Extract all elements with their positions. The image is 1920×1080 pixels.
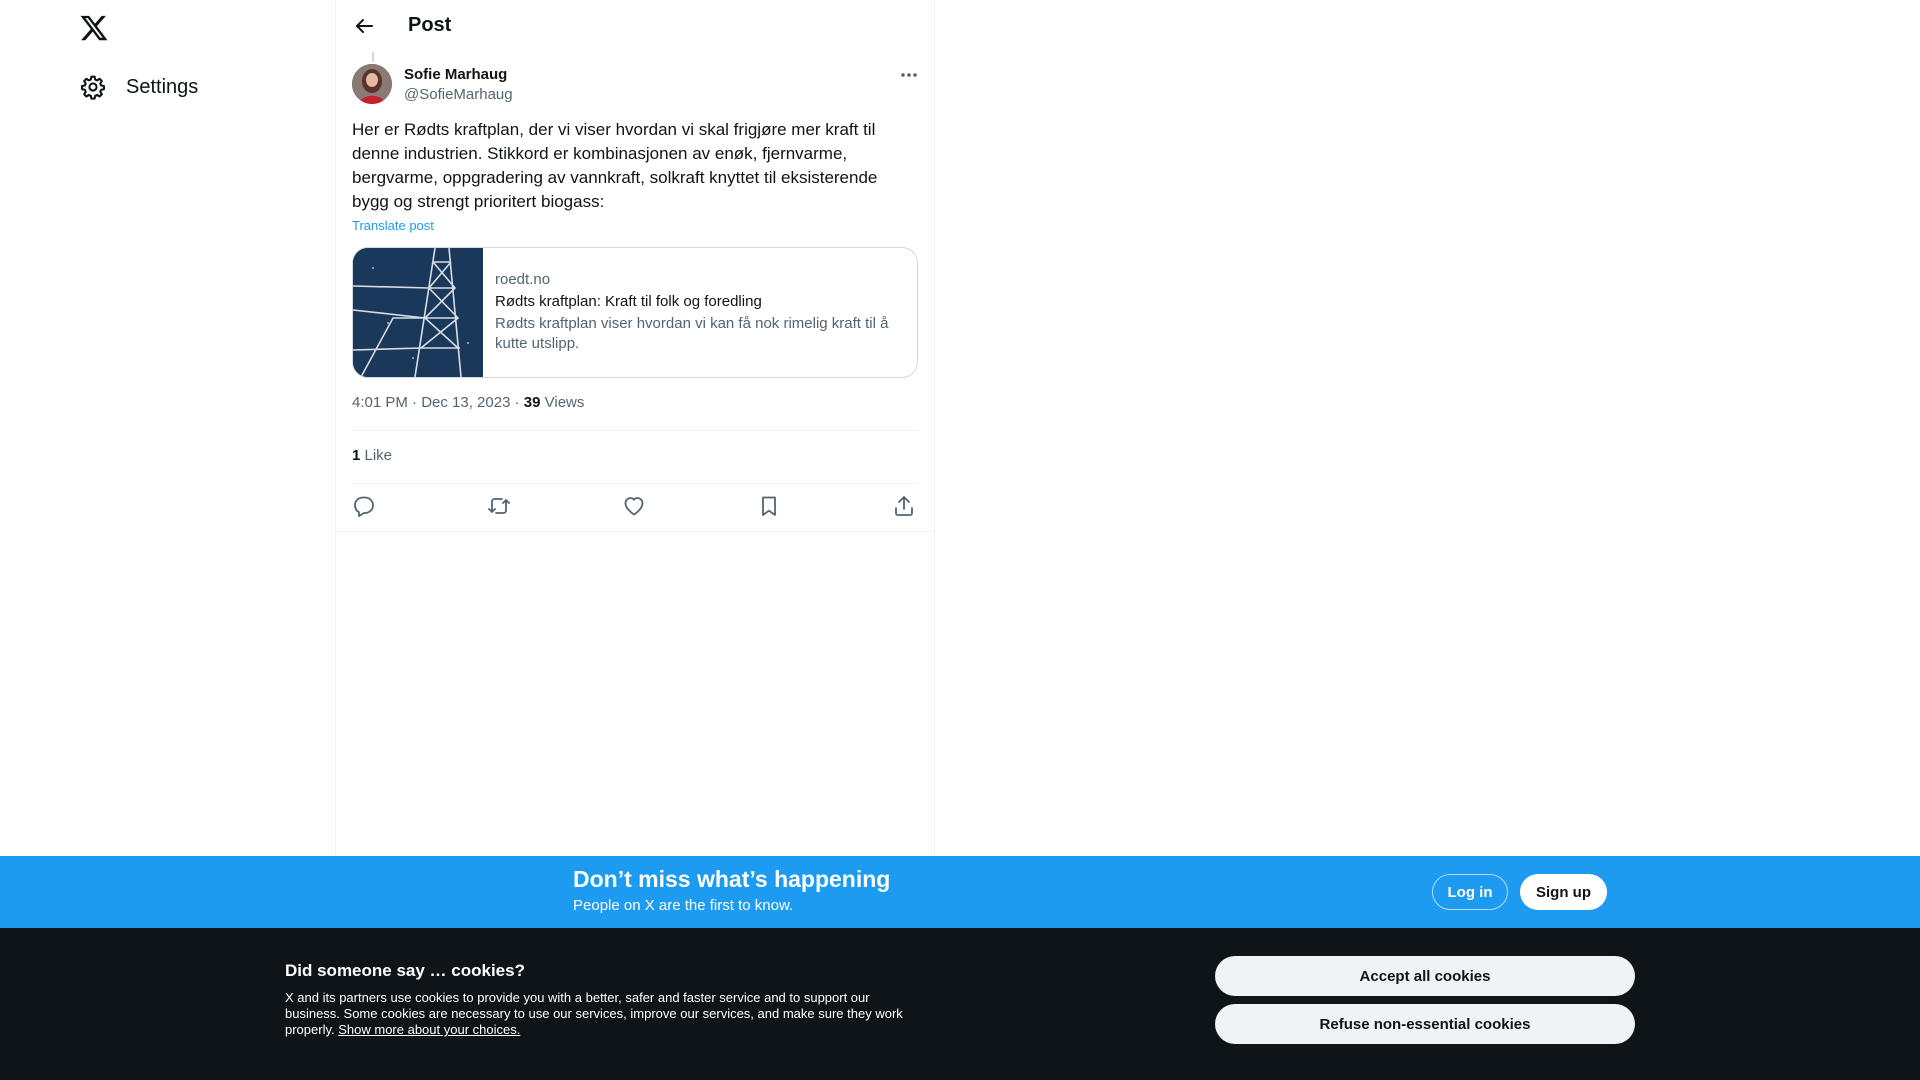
likes-stat[interactable] [352, 447, 392, 464]
like-label: Like [360, 447, 393, 464]
bookmark-icon[interactable] [757, 494, 781, 518]
post-text: Her er Rødts kraftplan, der vi viser hvordan vi skal frigjøre mer kraft til denne industrien. Stikkord er kombinasjonen av enøk, fjernvarme, bergvarme, oppgradering av vannkraft, solkraft knyttet til eksisterende bygg og strengt prioritert biogass: [352, 120, 878, 211]
post-meta [352, 394, 584, 411]
views-count: 39 [523, 394, 541, 411]
cookie-description: X and its partners use cookies to provide you with a better, safer and faster service and to support our business. Some cookies are necessary to use our services, improve our services, and make sure they work properly. [285, 990, 903, 1037]
thread-line [372, 52, 374, 62]
link-card-title: Rødts kraftplan: Kraft til folk og foredling [495, 293, 762, 310]
accept-cookies-button[interactable]: Accept all cookies [1215, 956, 1635, 996]
divider [336, 531, 934, 532]
page-title: Post [408, 14, 452, 36]
share-icon[interactable] [892, 494, 916, 518]
signup-banner-subtitle: People on X are the first to know. [573, 897, 794, 914]
avatar-image [352, 64, 392, 104]
divider [352, 483, 918, 484]
refuse-cookies-button[interactable]: Refuse non-essential cookies [1215, 1004, 1635, 1044]
reply-icon[interactable] [352, 494, 376, 518]
gear-icon [80, 74, 106, 100]
translate-post-link[interactable]: Translate post [352, 218, 434, 233]
divider [352, 430, 918, 431]
header [336, 0, 934, 53]
settings-nav-item[interactable] [80, 72, 198, 102]
author-handle[interactable]: @SofieMarhaug [404, 86, 513, 103]
like-icon[interactable] [622, 494, 646, 518]
link-card[interactable] [352, 247, 918, 378]
cookie-banner [0, 928, 1920, 1080]
settings-label: Settings [126, 75, 199, 98]
post-actions [352, 494, 918, 520]
back-arrow-icon[interactable] [352, 14, 376, 38]
link-card-domain: roedt.no [495, 271, 551, 288]
signup-button[interactable]: Sign up [1520, 874, 1607, 910]
like-count: 1 [352, 447, 361, 464]
meta-separator: · [510, 394, 524, 411]
more-options-icon[interactable] [898, 66, 920, 84]
post-timestamp[interactable]: 4:01 PM · Dec 13, 2023 [352, 394, 511, 411]
link-card-description: Rødts kraftplan viser hvordan vi kan få nok rimelig kraft til å kutte utslipp. [495, 315, 889, 352]
cookie-title: Did someone say … cookies? [285, 961, 525, 980]
x-logo-icon[interactable] [79, 13, 109, 43]
link-card-body [483, 248, 917, 377]
link-card-image [353, 248, 483, 377]
signup-banner [0, 856, 1920, 928]
cookie-text [285, 990, 915, 1038]
author-name[interactable]: Sofie Marhaug [404, 66, 508, 83]
signup-banner-title: Don’t miss what’s happening [573, 866, 891, 892]
avatar[interactable] [352, 64, 392, 104]
repost-icon[interactable] [487, 494, 511, 518]
cookie-choices-link[interactable]: Show more about your choices. [338, 1022, 521, 1037]
views-label: Views [540, 394, 585, 411]
login-button[interactable]: Log in [1432, 874, 1508, 910]
